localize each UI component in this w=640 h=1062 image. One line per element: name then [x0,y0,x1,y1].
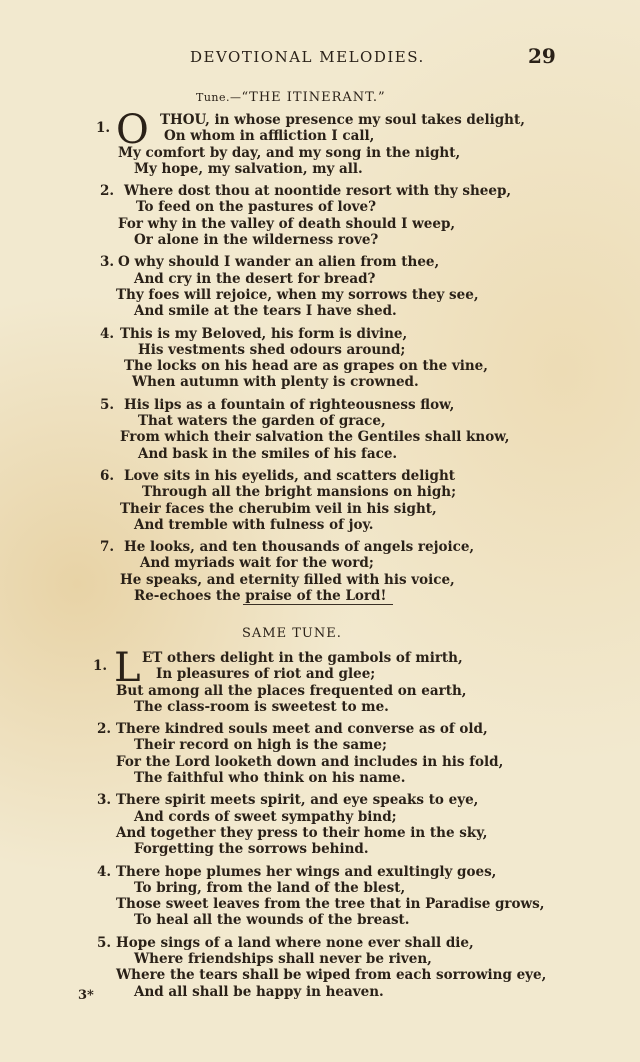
verse-line: THOU, in whose presence my soul takes delight, [160,112,525,128]
verse-line: Where the tears shall be wiped from each sorrowing eye, [116,967,547,984]
verse-line: His vestments shed odours around; [138,341,406,358]
stanza [0,721,640,786]
verse-line: For why in the valley of death should I weep, [118,215,456,232]
verse-line: To heal all the wounds of the breast. [134,912,410,929]
drop-cap: O [116,107,149,153]
verse-line: And all shall be happy in heaven. [134,983,384,1000]
verse-line: For the Lord looketh down and includes in his fold, [116,753,504,770]
verse-line: There kindred souls meet and converse as of old, [116,721,488,738]
stanza-number: 4. [97,863,112,880]
stanza-number: 1. [96,120,111,136]
verse-line: And smile at the tears I have shed. [134,303,397,320]
verse-line: My hope, my salvation, my all. [134,160,363,177]
signature-mark: 3* [78,988,94,1003]
verse-line: The faithful who think on his name. [134,770,406,787]
verse-line: The locks on his head are as grapes on the vine, [124,358,488,375]
stanza [0,792,640,857]
verse-line: In pleasures of riot and glee; [156,666,376,683]
stanza-number: 3. [97,792,112,809]
verse-line: That waters the garden of grace, [138,413,386,430]
tune-name: “THE ITINERANT.” [241,90,386,105]
verse-line: My comfort by day, and my song in the night, [118,144,461,161]
stanza-number: 5. [97,934,112,951]
hymn-2-title: SAME TUNE. [242,626,342,641]
stanza [0,468,640,533]
stanza [0,645,640,715]
stanza [0,539,640,604]
running-head: DEVOTIONAL MELODIES. [190,48,425,66]
verse-line: And bask in the smiles of his face. [138,445,398,462]
verse-line: O why should I wander an alien from thee, [118,254,440,271]
verse-line: And cords of sweet sympathy bind; [134,808,397,825]
stanza [0,254,640,319]
verse-line: To bring, from the land of the blest, [134,879,406,896]
stanza-number: 1. [93,658,108,674]
verse-line: And cry in the desert for bread? [134,270,376,287]
stanza [0,183,640,248]
verse-line: He looks, and ten thousands of angels rejoice, [124,539,475,556]
stanza [0,864,640,929]
verse-line: And together they press to their home in the sky, [116,824,488,841]
stanza-number: 2. [97,721,112,738]
verse-line: From which their salvation the Gentiles shall know, [120,429,510,446]
verse-line: His lips as a fountain of righteousness flow, [124,396,455,413]
hymn-1-title [196,90,386,105]
stanza [0,935,640,1000]
stanza-number: 2. [100,183,115,200]
verse-line: Love sits in his eyelids, and scatters delight [124,467,456,484]
verse-line: There spirit meets spirit, and eye speaks to eye, [116,792,479,809]
verse-line: Thy foes will rejoice, when my sorrows they see, [116,286,479,303]
hymn-2 [0,645,640,1006]
stanza [0,397,640,462]
stanza-number: 4. [100,325,115,342]
verse-line: To feed on the pastures of love? [136,199,377,216]
verse-line: Re-echoes the praise of the Lord! [134,588,387,605]
verse-line: Hope sings of a land where none ever shall die, [116,934,474,951]
stanza [0,326,640,391]
verse-line: ET others delight in the gambols of mirth, [142,650,463,666]
verse-line: There hope plumes her wings and exultingly goes, [116,863,497,880]
tune-prefix: Tune.— [196,91,242,104]
stanza-number: 3. [100,254,115,271]
stanza-number: 6. [100,467,115,484]
verse-line: Where dost thou at noontide resort with thy sheep, [124,183,512,200]
verse-line: Those sweet leaves from the tree that in Paradise grows, [116,896,545,913]
page-number: 29 [528,44,556,68]
stanza-number: 5. [100,396,115,413]
hymn-1 [0,107,640,610]
verse-line: And tremble with fulness of joy. [134,516,374,533]
verse-line: This is my Beloved, his form is divine, [120,325,408,342]
verse-line: Where friendships shall never be riven, [134,951,432,968]
verse-line: But among all the places frequented on earth, [116,682,467,699]
verse-line: And myriads wait for the word; [140,555,374,572]
stanza [0,107,640,177]
drop-cap: L [114,645,141,691]
verse-line: Their record on high is the same; [134,737,387,754]
stanza-number: 7. [100,539,115,556]
verse-line: Forgetting the sorrows behind. [134,841,369,858]
verse-line: Or alone in the wilderness rove? [134,232,379,249]
section-divider [243,604,393,605]
verse-line: On whom in affliction I call, [164,128,375,145]
verse-line: Through all the bright mansions on high; [142,484,457,501]
verse-line: Their faces the cherubim veil in his sight, [120,500,437,517]
verse-line: When autumn with plenty is crowned. [132,374,419,391]
verse-line: He speaks, and eternity filled with his voice, [120,571,455,588]
verse-line: The class-room is sweetest to me. [134,698,389,715]
